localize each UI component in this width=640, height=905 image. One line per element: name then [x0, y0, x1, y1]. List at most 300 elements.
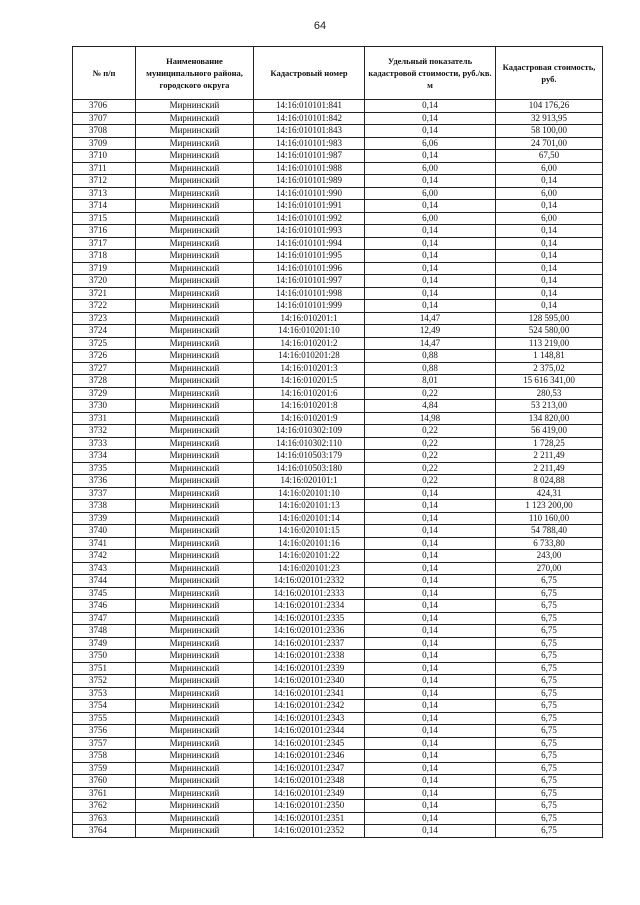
cell-municipality: Мирнинский: [136, 650, 254, 663]
cell-row-number: 3725: [73, 337, 136, 350]
table-row: [73, 375, 603, 388]
cell-cadastral-value: 424,31: [496, 487, 603, 500]
cell-cadastral-value: 6,00: [496, 212, 603, 225]
cell-unit-value: 0,22: [365, 387, 496, 400]
cell-cadastral-number: 14:16:020101:22: [254, 550, 365, 563]
cell-cadastral-value: 0,14: [496, 237, 603, 250]
cell-municipality: Мирнинский: [136, 125, 254, 138]
cell-municipality: Мирнинский: [136, 500, 254, 513]
cell-municipality: Мирнинский: [136, 525, 254, 538]
cell-cadastral-value: 2 375,02: [496, 362, 603, 375]
cell-municipality: Мирнинский: [136, 100, 254, 113]
cell-unit-value: 0,14: [365, 800, 496, 813]
cell-unit-value: 0,88: [365, 350, 496, 363]
cell-unit-value: 0,22: [365, 425, 496, 438]
cell-row-number: 3747: [73, 612, 136, 625]
table-row: [73, 762, 603, 775]
table-row: [73, 400, 603, 413]
table-row: [73, 237, 603, 250]
table-row: [73, 412, 603, 425]
cell-row-number: 3755: [73, 712, 136, 725]
cell-unit-value: 0,14: [365, 512, 496, 525]
cell-row-number: 3737: [73, 487, 136, 500]
cell-row-number: 3735: [73, 462, 136, 475]
table-row: [73, 250, 603, 263]
cell-cadastral-value: 0,14: [496, 300, 603, 313]
cell-unit-value: 6,00: [365, 212, 496, 225]
cell-row-number: 3756: [73, 725, 136, 738]
cell-cadastral-value: 15 616 341,00: [496, 375, 603, 388]
cell-cadastral-value: 8 024,88: [496, 475, 603, 488]
table-row: [73, 150, 603, 163]
cell-cadastral-number: 14:16:020101:2342: [254, 700, 365, 713]
cell-cadastral-number: 14:16:020101:2341: [254, 687, 365, 700]
cell-municipality: Мирнинский: [136, 300, 254, 313]
cell-municipality: Мирнинский: [136, 450, 254, 463]
cell-cadastral-value: 6,75: [496, 800, 603, 813]
table-row: [73, 787, 603, 800]
cell-cadastral-value: 1 728,25: [496, 437, 603, 450]
cell-unit-value: 6,00: [365, 187, 496, 200]
table-row: [73, 587, 603, 600]
cell-municipality: Мирнинский: [136, 162, 254, 175]
cell-cadastral-number: 14:16:010101:997: [254, 275, 365, 288]
cell-cadastral-value: 0,14: [496, 287, 603, 300]
cell-row-number: 3721: [73, 287, 136, 300]
cell-row-number: 3733: [73, 437, 136, 450]
cell-cadastral-number: 14:16:020101:2336: [254, 625, 365, 638]
table-row: [73, 800, 603, 813]
cell-row-number: 3719: [73, 262, 136, 275]
cell-cadastral-value: 128 595,00: [496, 312, 603, 325]
cell-row-number: 3710: [73, 150, 136, 163]
cell-cadastral-value: 524 580,00: [496, 325, 603, 338]
cell-municipality: Мирнинский: [136, 200, 254, 213]
cell-cadastral-value: 53 213,00: [496, 400, 603, 413]
cell-cadastral-number: 14:16:020101:2351: [254, 812, 365, 825]
cell-cadastral-number: 14:16:010201:6: [254, 387, 365, 400]
cell-unit-value: 0,14: [365, 600, 496, 613]
cell-cadastral-value: 6,75: [496, 650, 603, 663]
cell-cadastral-number: 14:16:020101:23: [254, 562, 365, 575]
table-row: [73, 275, 603, 288]
cell-unit-value: 0,14: [365, 537, 496, 550]
cell-row-number: 3724: [73, 325, 136, 338]
cell-cadastral-value: 0,14: [496, 275, 603, 288]
cell-unit-value: 0,22: [365, 462, 496, 475]
cell-unit-value: 0,22: [365, 475, 496, 488]
cell-cadastral-value: 6 733,80: [496, 537, 603, 550]
table-row: [73, 537, 603, 550]
cell-row-number: 3707: [73, 112, 136, 125]
cell-municipality: Мирнинский: [136, 737, 254, 750]
cell-cadastral-value: 6,75: [496, 687, 603, 700]
cell-unit-value: 0,14: [365, 787, 496, 800]
table-row: [73, 562, 603, 575]
cell-cadastral-value: 6,75: [496, 575, 603, 588]
cell-unit-value: 0,14: [365, 275, 496, 288]
cell-row-number: 3738: [73, 500, 136, 513]
cell-cadastral-number: 14:16:010101:990: [254, 187, 365, 200]
cell-row-number: 3760: [73, 775, 136, 788]
cell-unit-value: 14,47: [365, 312, 496, 325]
cell-row-number: 3754: [73, 700, 136, 713]
table-row: [73, 825, 603, 838]
header-cadastral-number: Кадастровый номер: [254, 47, 365, 100]
cell-unit-value: 0,14: [365, 712, 496, 725]
cell-cadastral-value: 6,75: [496, 812, 603, 825]
cell-cadastral-value: 54 788,40: [496, 525, 603, 538]
cell-row-number: 3728: [73, 375, 136, 388]
cell-row-number: 3713: [73, 187, 136, 200]
cell-cadastral-value: 0,14: [496, 200, 603, 213]
cell-cadastral-value: 67,50: [496, 150, 603, 163]
table-row: [73, 425, 603, 438]
cell-unit-value: 0,14: [365, 175, 496, 188]
cell-municipality: Мирнинский: [136, 462, 254, 475]
cell-municipality: Мирнинский: [136, 600, 254, 613]
cell-cadastral-value: 24 701,00: [496, 137, 603, 150]
cell-row-number: 3734: [73, 450, 136, 463]
cell-row-number: 3740: [73, 525, 136, 538]
cell-cadastral-number: 14:16:020101:10: [254, 487, 365, 500]
table-row: [73, 287, 603, 300]
cell-municipality: Мирнинский: [136, 350, 254, 363]
cell-row-number: 3757: [73, 737, 136, 750]
cell-cadastral-number: 14:16:010101:994: [254, 237, 365, 250]
cell-unit-value: 0,88: [365, 362, 496, 375]
cell-unit-value: 0,14: [365, 200, 496, 213]
cell-row-number: 3727: [73, 362, 136, 375]
table-row: [73, 125, 603, 138]
cell-row-number: 3745: [73, 587, 136, 600]
table-row: [73, 750, 603, 763]
cell-cadastral-number: 14:16:020101:2347: [254, 762, 365, 775]
cell-municipality: Мирнинский: [136, 762, 254, 775]
table-row: [73, 337, 603, 350]
table-row: [73, 662, 603, 675]
cell-row-number: 3761: [73, 787, 136, 800]
cell-row-number: 3706: [73, 100, 136, 113]
cell-cadastral-number: 14:16:020101:2348: [254, 775, 365, 788]
table-row: [73, 225, 603, 238]
cell-municipality: Мирнинский: [136, 775, 254, 788]
cell-municipality: Мирнинский: [136, 612, 254, 625]
cell-cadastral-value: 280,53: [496, 387, 603, 400]
cell-cadastral-value: 6,75: [496, 675, 603, 688]
cell-unit-value: 0,14: [365, 562, 496, 575]
cell-cadastral-number: 14:16:010503:180: [254, 462, 365, 475]
cell-cadastral-value: 6,75: [496, 787, 603, 800]
table-row: [73, 137, 603, 150]
cell-row-number: 3720: [73, 275, 136, 288]
cell-cadastral-value: 243,00: [496, 550, 603, 563]
cell-cadastral-number: 14:16:020101:2337: [254, 637, 365, 650]
cell-cadastral-number: 14:16:010101:989: [254, 175, 365, 188]
table-row: [73, 500, 603, 513]
cell-unit-value: 0,14: [365, 700, 496, 713]
cell-municipality: Мирнинский: [136, 250, 254, 263]
table-row: [73, 112, 603, 125]
cell-cadastral-value: 6,00: [496, 162, 603, 175]
cell-unit-value: 0,14: [365, 662, 496, 675]
cell-cadastral-value: 0,14: [496, 175, 603, 188]
cell-cadastral-number: 14:16:010101:999: [254, 300, 365, 313]
cell-unit-value: 0,14: [365, 550, 496, 563]
table-row: [73, 350, 603, 363]
cell-unit-value: 0,14: [365, 287, 496, 300]
cell-municipality: Мирнинский: [136, 387, 254, 400]
cell-cadastral-value: 6,75: [496, 600, 603, 613]
cell-cadastral-number: 14:16:020101:2332: [254, 575, 365, 588]
table-row: [73, 687, 603, 700]
cell-municipality: Мирнинский: [136, 512, 254, 525]
cell-cadastral-number: 14:16:010302:110: [254, 437, 365, 450]
cell-cadastral-number: 14:16:020101:2335: [254, 612, 365, 625]
cell-cadastral-number: 14:16:010201:3: [254, 362, 365, 375]
cell-municipality: Мирнинский: [136, 362, 254, 375]
cell-municipality: Мирнинский: [136, 325, 254, 338]
cell-unit-value: 0,14: [365, 100, 496, 113]
cell-cadastral-number: 14:16:020101:15: [254, 525, 365, 538]
table-row: [73, 650, 603, 663]
cell-municipality: Мирнинский: [136, 237, 254, 250]
cell-municipality: Мирнинский: [136, 425, 254, 438]
cell-cadastral-number: 14:16:020101:2349: [254, 787, 365, 800]
cell-cadastral-value: 6,75: [496, 750, 603, 763]
cell-cadastral-number: 14:16:010201:10: [254, 325, 365, 338]
cell-municipality: Мирнинский: [136, 275, 254, 288]
header-row-number: № п/п: [73, 47, 136, 100]
cell-cadastral-value: 6,75: [496, 662, 603, 675]
cell-cadastral-value: 32 913,95: [496, 112, 603, 125]
cell-municipality: Мирнинский: [136, 562, 254, 575]
cell-row-number: 3743: [73, 562, 136, 575]
cell-row-number: 3744: [73, 575, 136, 588]
cell-cadastral-number: 14:16:010101:988: [254, 162, 365, 175]
cell-cadastral-number: 14:16:010101:996: [254, 262, 365, 275]
cell-unit-value: 0,14: [365, 812, 496, 825]
table-row: [73, 162, 603, 175]
cell-municipality: Мирнинский: [136, 587, 254, 600]
cell-unit-value: 0,14: [365, 675, 496, 688]
cell-unit-value: 0,14: [365, 250, 496, 263]
cell-cadastral-number: 14:16:020101:1: [254, 475, 365, 488]
table-row: [73, 362, 603, 375]
cell-municipality: Мирнинский: [136, 800, 254, 813]
cell-cadastral-value: 6,75: [496, 637, 603, 650]
cell-cadastral-value: 56 419,00: [496, 425, 603, 438]
cell-unit-value: 0,14: [365, 575, 496, 588]
cell-municipality: Мирнинский: [136, 687, 254, 700]
cell-unit-value: 0,14: [365, 625, 496, 638]
cell-cadastral-value: 0,14: [496, 262, 603, 275]
cell-cadastral-value: 1 148,81: [496, 350, 603, 363]
table-row: [73, 600, 603, 613]
table-row: [73, 637, 603, 650]
table-row: [73, 387, 603, 400]
table-row: [73, 575, 603, 588]
cell-cadastral-number: 14:16:010101:843: [254, 125, 365, 138]
table-row: [73, 712, 603, 725]
cell-unit-value: 0,14: [365, 237, 496, 250]
cell-row-number: 3731: [73, 412, 136, 425]
cell-row-number: 3751: [73, 662, 136, 675]
cell-cadastral-number: 14:16:010101:842: [254, 112, 365, 125]
cell-municipality: Мирнинский: [136, 750, 254, 763]
table-row: [73, 200, 603, 213]
cell-unit-value: 0,14: [365, 750, 496, 763]
cell-municipality: Мирнинский: [136, 675, 254, 688]
cell-cadastral-number: 14:16:020101:2333: [254, 587, 365, 600]
cell-unit-value: 0,14: [365, 150, 496, 163]
cell-cadastral-number: 14:16:010101:998: [254, 287, 365, 300]
cadastral-value-table: [72, 46, 603, 838]
cell-cadastral-number: 14:16:020101:2334: [254, 600, 365, 613]
cell-cadastral-value: 6,75: [496, 612, 603, 625]
cell-cadastral-value: 2 211,49: [496, 462, 603, 475]
cell-row-number: 3746: [73, 600, 136, 613]
cell-cadastral-value: 104 176,26: [496, 100, 603, 113]
cell-cadastral-value: 6,75: [496, 737, 603, 750]
cell-cadastral-number: 14:16:010201:9: [254, 412, 365, 425]
cell-cadastral-number: 14:16:010201:8: [254, 400, 365, 413]
cell-unit-value: 0,14: [365, 687, 496, 700]
cell-unit-value: 0,14: [365, 487, 496, 500]
cell-row-number: 3723: [73, 312, 136, 325]
cell-row-number: 3722: [73, 300, 136, 313]
cell-row-number: 3753: [73, 687, 136, 700]
cell-unit-value: 0,14: [365, 612, 496, 625]
cell-cadastral-number: 14:16:010101:995: [254, 250, 365, 263]
cell-row-number: 3726: [73, 350, 136, 363]
table-row: [73, 612, 603, 625]
cell-cadastral-number: 14:16:010101:987: [254, 150, 365, 163]
page-number: 64: [313, 20, 327, 32]
table-row: [73, 262, 603, 275]
cell-row-number: 3717: [73, 237, 136, 250]
cell-row-number: 3739: [73, 512, 136, 525]
cell-cadastral-number: 14:16:010201:28: [254, 350, 365, 363]
cell-row-number: 3742: [73, 550, 136, 563]
cell-cadastral-value: 0,14: [496, 225, 603, 238]
cell-row-number: 3763: [73, 812, 136, 825]
cell-municipality: Мирнинский: [136, 712, 254, 725]
cell-municipality: Мирнинский: [136, 725, 254, 738]
cell-municipality: Мирнинский: [136, 212, 254, 225]
table-row: [73, 487, 603, 500]
cell-cadastral-value: 6,75: [496, 825, 603, 838]
cell-cadastral-value: 1 123 200,00: [496, 500, 603, 513]
cell-cadastral-value: 6,75: [496, 762, 603, 775]
cell-row-number: 3712: [73, 175, 136, 188]
cell-municipality: Мирнинский: [136, 825, 254, 838]
table-row: [73, 737, 603, 750]
cell-cadastral-value: 2 211,49: [496, 450, 603, 463]
cell-cadastral-number: 14:16:020101:2343: [254, 712, 365, 725]
cell-municipality: Мирнинский: [136, 625, 254, 638]
cell-unit-value: 0,14: [365, 525, 496, 538]
table-row: [73, 525, 603, 538]
cell-cadastral-value: 6,75: [496, 700, 603, 713]
cell-row-number: 3718: [73, 250, 136, 263]
cell-cadastral-number: 14:16:020101:2344: [254, 725, 365, 738]
cell-cadastral-number: 14:16:020101:2345: [254, 737, 365, 750]
cell-row-number: 3732: [73, 425, 136, 438]
table-row: [73, 675, 603, 688]
table-row: [73, 450, 603, 463]
cell-unit-value: 0,14: [365, 737, 496, 750]
cell-municipality: Мирнинский: [136, 537, 254, 550]
cell-cadastral-number: 14:16:020101:13: [254, 500, 365, 513]
cell-municipality: Мирнинский: [136, 137, 254, 150]
cell-unit-value: 0,14: [365, 225, 496, 238]
cell-unit-value: 12,49: [365, 325, 496, 338]
cell-unit-value: 0,14: [365, 725, 496, 738]
header-cadastral-value: Кадастровая стоимость, руб.: [496, 47, 603, 100]
cell-cadastral-value: 6,75: [496, 725, 603, 738]
cell-row-number: 3714: [73, 200, 136, 213]
cell-row-number: 3748: [73, 625, 136, 638]
cell-cadastral-value: 0,14: [496, 250, 603, 263]
table-row: [73, 212, 603, 225]
cell-row-number: 3758: [73, 750, 136, 763]
cell-row-number: 3764: [73, 825, 136, 838]
cell-cadastral-value: 134 820,00: [496, 412, 603, 425]
cell-municipality: Мирнинский: [136, 812, 254, 825]
cell-cadastral-number: 14:16:020101:2350: [254, 800, 365, 813]
cell-cadastral-value: 113 219,00: [496, 337, 603, 350]
cell-row-number: 3730: [73, 400, 136, 413]
cell-municipality: Мирнинский: [136, 700, 254, 713]
cell-unit-value: 14,98: [365, 412, 496, 425]
table-header-row: [73, 47, 603, 100]
cell-unit-value: 0,14: [365, 825, 496, 838]
cell-cadastral-number: 14:16:010201:1: [254, 312, 365, 325]
cell-row-number: 3711: [73, 162, 136, 175]
cell-unit-value: 0,14: [365, 112, 496, 125]
cell-cadastral-number: 14:16:010101:983: [254, 137, 365, 150]
cell-cadastral-number: 14:16:020101:2340: [254, 675, 365, 688]
cell-cadastral-value: 270,00: [496, 562, 603, 575]
cell-cadastral-value: 6,00: [496, 187, 603, 200]
cell-row-number: 3759: [73, 762, 136, 775]
table-row: [73, 725, 603, 738]
header-unit-value: Удельный показатель кадастровой стоимости, руб./кв. м: [365, 47, 496, 100]
cell-unit-value: 0,14: [365, 587, 496, 600]
cell-row-number: 3715: [73, 212, 136, 225]
cell-cadastral-number: 14:16:010101:841: [254, 100, 365, 113]
table-row: [73, 175, 603, 188]
cell-municipality: Мирнинский: [136, 400, 254, 413]
table-row: [73, 700, 603, 713]
table-row: [73, 300, 603, 313]
cell-municipality: Мирнинский: [136, 287, 254, 300]
cell-cadastral-value: 110 160,00: [496, 512, 603, 525]
cell-unit-value: 0,22: [365, 450, 496, 463]
cell-municipality: Мирнинский: [136, 187, 254, 200]
table-row: [73, 462, 603, 475]
cell-unit-value: 0,14: [365, 300, 496, 313]
cell-municipality: Мирнинский: [136, 575, 254, 588]
cell-unit-value: 0,14: [365, 762, 496, 775]
cell-cadastral-value: 6,75: [496, 712, 603, 725]
cell-municipality: Мирнинский: [136, 412, 254, 425]
cell-unit-value: 14,47: [365, 337, 496, 350]
cell-unit-value: 6,00: [365, 162, 496, 175]
cell-unit-value: 8,01: [365, 375, 496, 388]
cell-municipality: Мирнинский: [136, 312, 254, 325]
